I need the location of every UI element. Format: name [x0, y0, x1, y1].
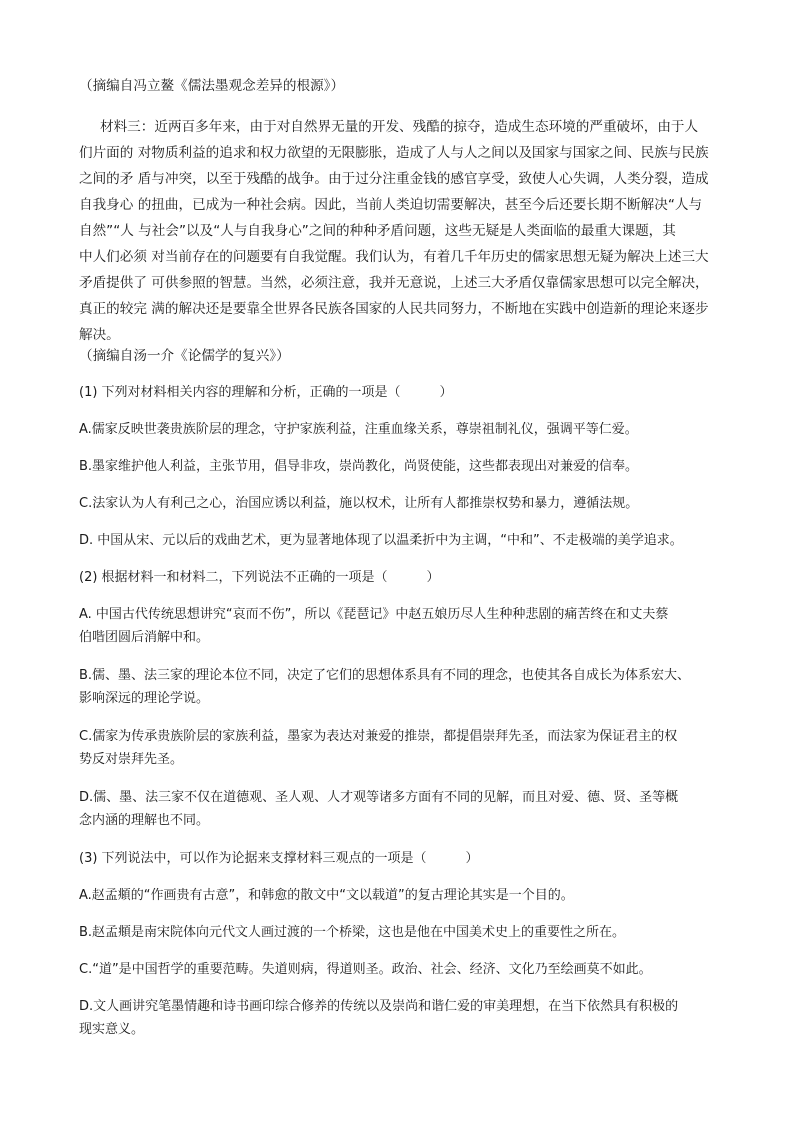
material-three-line: 自然”“人 与社会”以及“人与自我身心”之间的种种矛盾问题，这些无疑是人类面临的最重大课题，其 [79, 223, 676, 239]
option-d: D.文人画讲究笔墨情趣和诗书画印综合修养的传统以及崇尚和谐仁爱的审美理想，在当下依然具有积极的 [79, 999, 679, 1014]
option-b: B.赵孟頫是南宋院体向元代文人画过渡的一个桥梁，这也是他在中国美术史上的重要性之所在。 [79, 925, 626, 940]
material-three-line: 之间的矛 盾与冲突，以至于残酷的战争。由于过分注重金钱的感官享受，致使人心失调，人类分裂，造成 [79, 171, 709, 187]
option-a-cont: 伯喈团圆后消解中和。 [79, 630, 210, 645]
option-a: A.儒家反映世袭贵族阶层的理念，守护家族利益，注重血缘关系，尊崇祖制礼仪，强调平等仁爱。 [79, 422, 638, 437]
option-b: B.墨家维护他人利益，主张节用，倡导非攻，崇尚教化，尚贤使能，这些都表现出对兼爱的信奉。 [79, 459, 639, 474]
material-three-line: 解决。 [79, 327, 120, 343]
question-stem: (2) 根据材料一和材料二，下列说法不正确的一项是（ ） [79, 570, 440, 585]
material-three-line: 材料三：近两百多年来，由于对自然界无量的开发、残酷的掠夺，造成生态环境的严重破坏，由于人 [100, 119, 699, 135]
material-three-line: 真正的较完 满的解决还是要靠全世界各民族各国家的人民共同努力，不断地在实践中创造新的理论来逐步 [79, 301, 709, 317]
option-c-cont: 势反对崇拜先圣。 [79, 752, 184, 767]
material-three-line: 中人们必须 对当前存在的问题要有自我觉醒。我们认为，有着几千年历史的儒家思想无疑为解决上述三大 [79, 249, 709, 265]
option-b: B.儒、墨、法三家的理论本位不同，决定了它们的思想体系具有不同的理念，也使其各自成长为体系宏大、 [79, 668, 691, 683]
option-d: D.儒、墨、法三家不仅在道德观、圣人观、人才观等诸多方面有不同的见解，而且对爱、德、贤、圣等概 [79, 790, 679, 805]
material-three-line: 们片面的 对物质利益的追求和权力欲望的无限膨胀，造成了人与人之间以及国家与国家之间、民族与民族 [79, 145, 709, 161]
option-c: C.法家认为人有利己之心，治国应诱以利益，施以权术，让所有人都推崇权势和暴力，遵循法规。 [79, 496, 639, 511]
option-d-cont: 现实意义。 [79, 1022, 145, 1037]
material-three-line: 自我身心 的扭曲，已成为一种社会病。因此，当前人类迫切需要解决，甚至今后还要长期不断解决“人与 [79, 197, 703, 213]
source-citation-2: （摘编自汤一介《论儒学的复兴》） [79, 348, 290, 364]
source-citation-1: （摘编自冯立鳌《儒法墨观念差异的根源》） [79, 78, 345, 94]
option-a: A.赵孟頫的“作画贵有古意”，和韩愈的散文中“文以载道”的复古理论其实是一个目的。 [79, 888, 574, 903]
option-d-cont: 念内涵的理解也不同。 [79, 813, 210, 828]
question-stem: (1) 下列对材料相关内容的理解和分析，正确的一项是（ ） [79, 385, 453, 400]
question-stem: (3) 下列说法中，可以作为论据来支撑材料三观点的一项是（ ） [79, 851, 479, 866]
material-three-line: 矛盾提供了 可供参照的智慧。当然，必须注意，我并无意说，上述三大矛盾仅靠儒家思想可以完全解决， [79, 275, 709, 291]
option-d: D. 中国从宋、元以后的戏曲艺术，更为显著地体现了以温柔折中为主调，“中和”、不走极端的美学追求。 [79, 533, 683, 548]
option-a: A. 中国古代传统思想讲究“哀而不伤”，所以《琵琶记》中赵五娘历尽人生种种悲剧的痛苦终在和丈夫蔡 [79, 607, 669, 622]
option-c: C.“道”是中国哲学的重要范畴。失道则病，得道则圣。政治、社会、经济、文化乃至绘画莫不如此。 [79, 962, 652, 977]
option-c: C.儒家为传承贵族阶层的家族利益，墨家为表达对兼爱的推崇，都提倡崇拜先圣，而法家为保证君主的权 [79, 729, 678, 744]
option-b-cont: 影响深远的理论学说。 [79, 691, 210, 706]
